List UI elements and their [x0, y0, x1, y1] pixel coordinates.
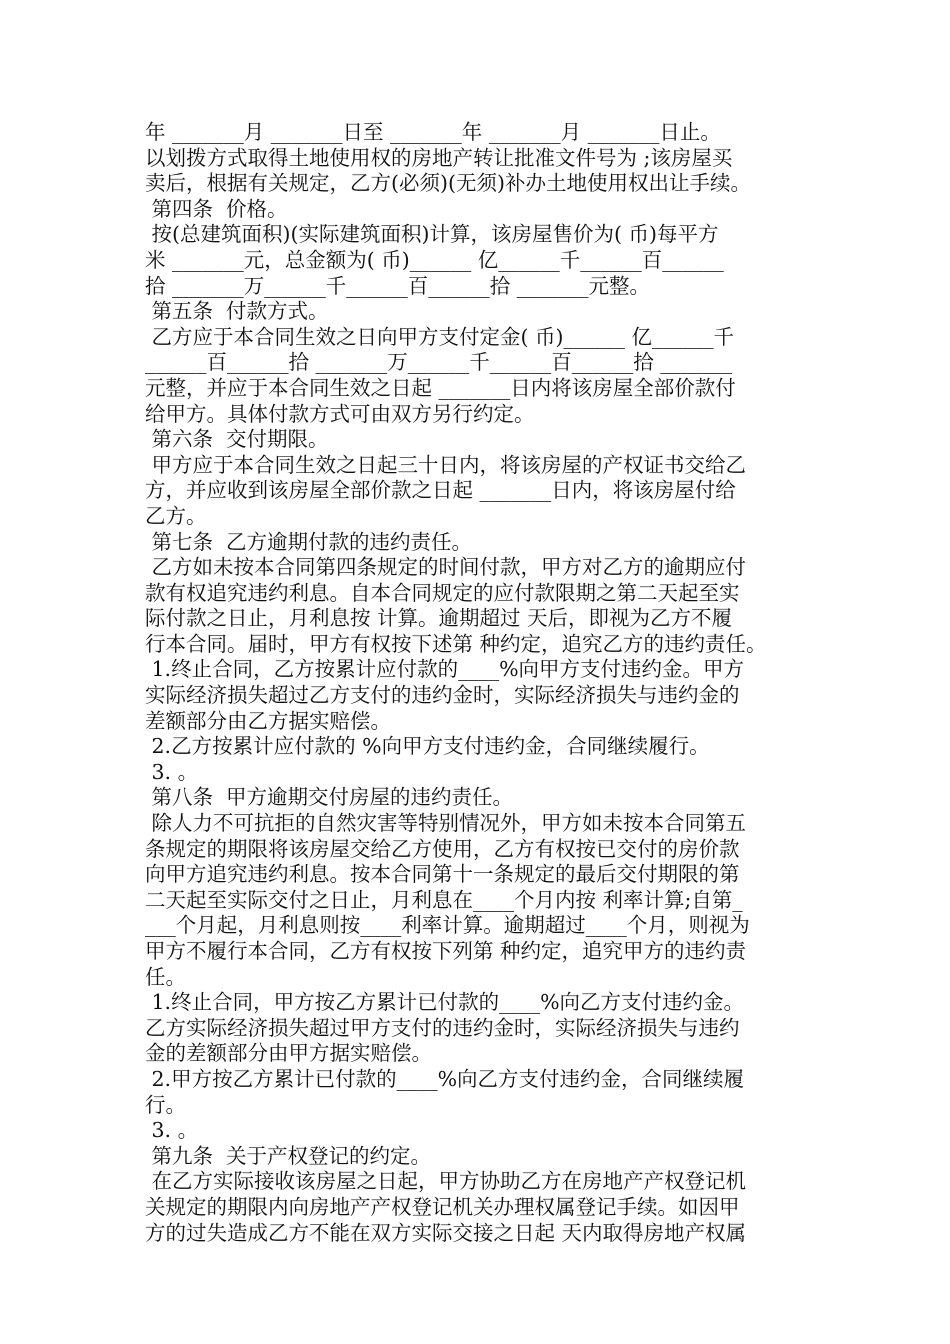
text-line: 甲方不履行本合同，乙方有权按下列第 种约定，追究甲方的违约责: [145, 939, 747, 963]
text-line: 方，并应收到该房屋全部价款之日起 _______日内，将该房屋付给: [145, 478, 736, 503]
text-line: 金的差额部分由甲方据实赔偿。: [145, 1041, 432, 1066]
text-line: 行。: [145, 1092, 186, 1117]
text-line: 向甲方追究违约利息。按本合同第十一条规定的最后交付期限的第: [145, 862, 740, 887]
text-line: 第七条 乙方逾期付款的违约责任。: [145, 529, 473, 554]
text-line: 年 _______月 _______日至 _______年 _______月 _______日止。: [145, 120, 721, 144]
text-line: 款有权追究违约利息。自本合同规定的应付款限期之第二天起至实: [145, 580, 740, 605]
text-line: 第五条 付款方式。: [145, 299, 329, 324]
text-line: 乙方。: [145, 503, 207, 528]
text-line: ______百______拾 _______万______千______百______拾 _______: [145, 350, 733, 375]
text-line: 乙方实际经济损失超过甲方支付的违约金时，实际经济损失与违约: [145, 1015, 740, 1040]
text-line: 差额部分由乙方据实赔偿。: [145, 708, 391, 733]
text-line: 乙方如未按本合同第四条规定的时间付款，甲方对乙方的逾期应付: [145, 555, 747, 580]
text-line: 以划拨方式取得土地使用权的房地产转让批准文件号为 ;该房屋买: [145, 145, 733, 170]
text-line: 甲方应于本合同生效之日起三十日内，将该房屋的产权证书交给乙: [145, 452, 747, 477]
text-line: 际付款之日止，月利息按 计算。逾期超过 天后，即视为乙方不履: [145, 606, 733, 631]
text-line: 米 _______元，总金额为( 币)______ 亿______千______百______: [145, 247, 724, 272]
text-line: 2.甲方按乙方累计已付款的____%向乙方支付违约金，合同继续履: [145, 1066, 745, 1091]
text-line: 乙方应于本合同生效之日向甲方支付定金( 币)______ 亿______千: [145, 324, 735, 349]
text-line: 给甲方。具体付款方式可由双方另行约定。: [145, 401, 535, 426]
text-line: 第八条 甲方逾期交付房屋的违约责任。: [145, 785, 514, 810]
text-line: 行本合同。届时，甲方有权按下述第 种约定，追究乙方的违约责任。: [145, 631, 767, 656]
text-line: 条规定的期限将该房屋交给乙方使用，乙方有权按已交付的房价款: [145, 836, 740, 861]
text-line: 1.终止合同，乙方按累计应付款的____%向甲方支付违约金。甲方: [145, 657, 745, 682]
text-line: 3. 。: [145, 1118, 199, 1143]
text-line: 二天起至实际交付之日止，月利息在____个月内按 利率计算;自第_: [145, 887, 743, 912]
text-line: 元整，并应于本合同生效之日起 _______日内将该房屋全部价款付: [145, 375, 736, 400]
text-line: 拾 _______万______千______百______拾 _______元整。: [145, 273, 651, 298]
text-line: 第六条 交付期限。: [145, 427, 329, 452]
text-line: 按(总建筑面积)(实际建筑面积)计算，该房屋售价为( 币)每平方: [145, 222, 719, 247]
text-line: 除人力不可抗拒的自然灾害等特别情况外，甲方如未按本合同第五: [145, 811, 747, 836]
text-line: ___个月起，月利息则按____利率计算。逾期超过____个月，则视为: [145, 913, 750, 938]
text-line: 第九条 关于产权登记的约定。: [145, 1143, 432, 1168]
text-line: 3. 。: [145, 759, 199, 784]
text-line: 实际经济损失超过乙方支付的违约金时，实际经济损失与违约金的: [145, 683, 740, 708]
text-line: 在乙方实际接收该房屋之日起，甲方协助乙方在房地产产权登记机: [145, 1169, 747, 1194]
text-line: 任。: [145, 964, 186, 989]
text-line: 卖后，根据有关规定，乙方(必须)(无须)补办土地使用权出让手续。: [145, 171, 751, 196]
text-line: 关规定的期限内向房地产产权登记机关办理权属登记手续。如因甲: [145, 1194, 740, 1219]
text-line: 第四条 价格。: [145, 196, 288, 221]
text-line: 2.乙方按累计应付款的 %向甲方支付违约金，合同继续履行。: [145, 734, 710, 759]
text-line: 1.终止合同，甲方按乙方累计已付款的____%向乙方支付违约金。: [145, 990, 745, 1015]
text-line: 方的过失造成乙方不能在双方实际交接之日起 天内取得房地产权属: [145, 1220, 747, 1245]
document-page: [145, 120, 810, 1246]
